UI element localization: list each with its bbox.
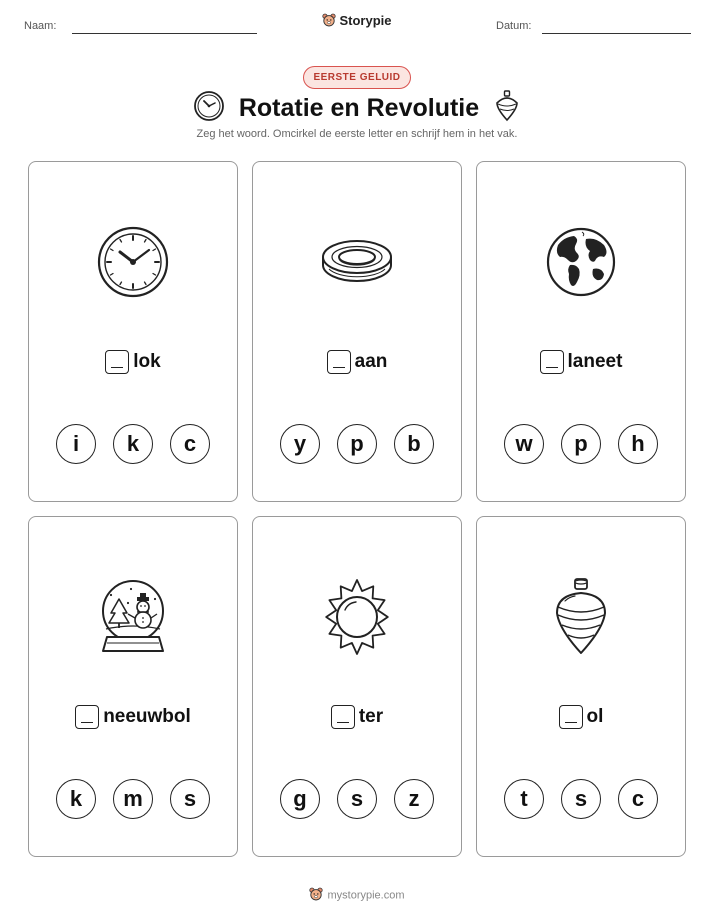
bear-logo-icon	[322, 13, 336, 30]
word-ending: aan	[354, 351, 388, 372]
spinning-top-icon	[553, 577, 609, 662]
word-card	[28, 161, 238, 502]
bear-logo-icon	[309, 887, 323, 904]
letter-option[interactable]: p	[561, 424, 601, 464]
page-title: Rotatie en Revolutie	[238, 93, 480, 122]
clock-icon	[97, 226, 169, 303]
date-label: Datum:	[496, 20, 532, 32]
clock-icon	[193, 90, 225, 127]
letter-option[interactable]: s	[561, 779, 601, 819]
letter-option[interactable]: s	[337, 779, 377, 819]
letter-option[interactable]: z	[394, 779, 434, 819]
date-line[interactable]	[542, 33, 691, 34]
answer-box[interactable]	[540, 350, 564, 374]
spinning-top-icon	[493, 90, 521, 127]
footer-url[interactable]: mystorypie.com	[327, 889, 405, 902]
letter-option[interactable]: k	[113, 424, 153, 464]
letter-option[interactable]: b	[394, 424, 434, 464]
word-card	[28, 516, 238, 857]
letter-option[interactable]: y	[280, 424, 320, 464]
word-ending: neeuwbol	[103, 706, 191, 727]
word-card	[252, 516, 462, 857]
brand	[0, 13, 714, 30]
letter-option[interactable]: h	[618, 424, 658, 464]
instructions: Zeg het woord. Omcirkel de eerste letter en schrijf hem in het vak.	[196, 128, 518, 140]
sun-icon	[318, 578, 396, 661]
letter-option[interactable]: g	[280, 779, 320, 819]
word-card	[252, 161, 462, 502]
name-line[interactable]	[72, 33, 257, 34]
activity-badge: EERSTE GELUID	[303, 66, 410, 89]
name-label: Naam:	[24, 20, 57, 32]
word-card	[476, 161, 686, 502]
ring-icon	[321, 237, 393, 292]
title-row	[0, 90, 714, 126]
word-ending: ol	[586, 706, 604, 727]
answer-box[interactable]	[331, 705, 355, 729]
letter-option[interactable]: i	[56, 424, 96, 464]
word-ending: laneet	[567, 351, 623, 372]
letter-option[interactable]: p	[337, 424, 377, 464]
brand-name: Storypie	[339, 13, 392, 28]
letter-option[interactable]: w	[504, 424, 544, 464]
letter-option[interactable]: c	[618, 779, 658, 819]
word-ending: ter	[358, 706, 384, 727]
answer-box[interactable]	[75, 705, 99, 729]
letter-option[interactable]: s	[170, 779, 210, 819]
letter-option[interactable]: t	[504, 779, 544, 819]
snow-globe-icon	[97, 579, 169, 660]
letter-option[interactable]: m	[113, 779, 153, 819]
word-card	[476, 516, 686, 857]
answer-box[interactable]	[559, 705, 583, 729]
footer	[0, 887, 714, 904]
globe-icon	[546, 227, 616, 302]
answer-box[interactable]	[105, 350, 129, 374]
word-ending: lok	[133, 351, 161, 372]
letter-option[interactable]: k	[56, 779, 96, 819]
answer-box[interactable]	[327, 350, 351, 374]
letter-option[interactable]: c	[170, 424, 210, 464]
